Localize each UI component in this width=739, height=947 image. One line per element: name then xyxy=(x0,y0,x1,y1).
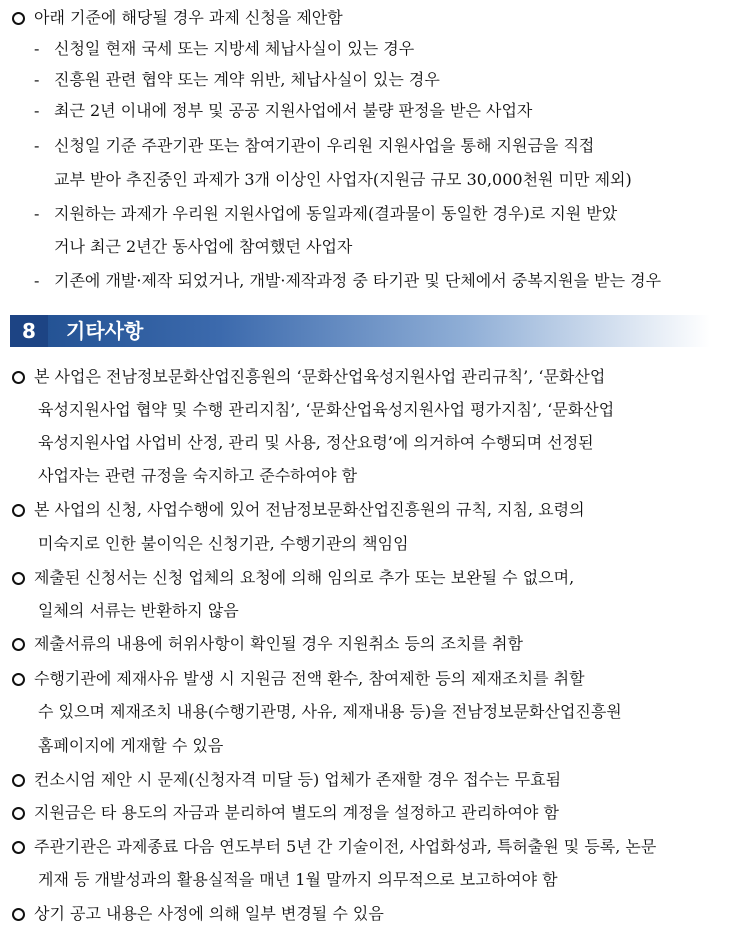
dash-item: - 신청일 현재 국세 또는 지방세 체납사실이 있는 경우 xyxy=(34,39,415,58)
dash-bullet-icon: - xyxy=(34,101,40,120)
dash-item: - 진흥원 관련 협약 또는 계약 위반, 체납사실이 있는 경우 xyxy=(34,70,440,89)
dash-item: - 신청일 기준 주관기관 또는 참여기관이 우리원 지원사업을 통해 지원금을 직접 xyxy=(34,136,595,155)
bullet-item: 제출서류의 내용에 허위사항이 확인될 경우 지원취소 등의 조치를 취함 xyxy=(0,633,739,655)
bullet-item-continuation: 홈페이지에 게재할 수 있음 xyxy=(38,736,224,755)
bullet-item-continuation: 사업자는 관련 규정을 숙지하고 준수하여야 함 xyxy=(38,466,358,485)
circle-bullet-icon xyxy=(12,371,25,384)
dash-item: - 기존에 개발·제작 되었거나, 개발·제작과정 중 타기관 및 단체에서 중복지원을 받는 경우 xyxy=(34,271,662,290)
bullet-item: 상기 공고 내용은 사정에 의해 일부 변경될 수 있음 xyxy=(0,903,739,925)
circle-bullet-icon xyxy=(12,841,25,854)
bullet-item: 본 사업은 전남정보문화산업진흥원의 ‘문화산업육성지원사업 관리규칙’, ‘문화산업 xyxy=(0,366,739,388)
dash-bullet-icon: - xyxy=(34,70,40,89)
dash-item: - 최근 2년 이내에 정부 및 공공 지원사업에서 불량 판정을 받은 사업자 xyxy=(34,101,533,120)
section-number: 8 xyxy=(10,315,48,347)
bullet-item-continuation: 일체의 서류는 반환하지 않음 xyxy=(38,601,239,620)
bullet-item-continuation: 수 있으며 제재조치 내용(수행기관명, 사유, 제재내용 등)을 전남정보문화산업진흥원 xyxy=(38,702,622,721)
bullet-item-continuation: 게재 등 개발성과의 활용실적을 매년 1월 말까지 의무적으로 보고하여야 함 xyxy=(38,870,558,889)
circle-bullet-icon xyxy=(12,638,25,651)
bullet-item-continuation: 미숙지로 인한 불이익은 신청기관, 수행기관의 책임임 xyxy=(38,534,409,553)
section-title: 기타사항 xyxy=(66,319,144,343)
bullet-item: 제출된 신청서는 신청 업체의 요청에 의해 임의로 추가 또는 보완될 수 없으며, xyxy=(0,567,739,589)
dash-bullet-icon: - xyxy=(34,204,40,223)
circle-bullet-icon xyxy=(12,774,25,787)
circle-bullet-icon xyxy=(12,504,25,517)
bullet-item-continuation: 육성지원사업 사업비 산정, 관리 및 사용, 정산요령’에 의거하여 수행되며 선정된 xyxy=(38,433,594,452)
dash-item-continuation: 교부 받아 추진중인 과제가 3개 이상인 사업자(지원금 규모 30,000천원 미만 제외) xyxy=(54,170,632,189)
bullet-item: 지원금은 타 용도의 자금과 분리하여 별도의 계정을 설정하고 관리하여야 함 xyxy=(0,802,739,824)
dash-bullet-icon: - xyxy=(34,39,40,58)
dash-bullet-icon: - xyxy=(34,136,40,155)
circle-bullet-icon xyxy=(12,12,25,25)
bullet-item: 본 사업의 신청, 사업수행에 있어 전남정보문화산업진흥원의 규칙, 지침, 요령의 xyxy=(0,499,739,521)
dash-bullet-icon: - xyxy=(34,271,40,290)
circle-bullet-icon xyxy=(12,673,25,686)
section-header xyxy=(10,315,710,347)
bullet-item: 컨소시엄 제안 시 문제(신청자격 미달 등) 업체가 존재할 경우 접수는 무효됨 xyxy=(0,769,739,791)
circle-bullet-icon xyxy=(12,572,25,585)
circle-bullet-icon xyxy=(12,908,25,921)
dash-item-continuation: 거나 최근 2년간 동사업에 참여했던 사업자 xyxy=(54,237,353,256)
dash-item: - 지원하는 과제가 우리원 지원사업에 동일과제(결과물이 동일한 경우)로 지원 받았 xyxy=(34,204,618,223)
bullet-item: 아래 기준에 해당될 경우 과제 신청을 제안함 xyxy=(0,7,739,29)
bullet-item: 주관기관은 과제종료 다음 연도부터 5년 간 기술이전, 사업화성과, 특허출원 및 등록, 논문 xyxy=(0,836,739,858)
bullet-item: 수행기관에 제재사유 발생 시 지원금 전액 환수, 참여제한 등의 제재조치를 취할 xyxy=(0,668,739,690)
circle-bullet-icon xyxy=(12,807,25,820)
bullet-item-continuation: 육성지원사업 협약 및 수행 관리지침’, ‘문화산업육성지원사업 평가지침’, ‘문화산업 xyxy=(38,400,615,419)
